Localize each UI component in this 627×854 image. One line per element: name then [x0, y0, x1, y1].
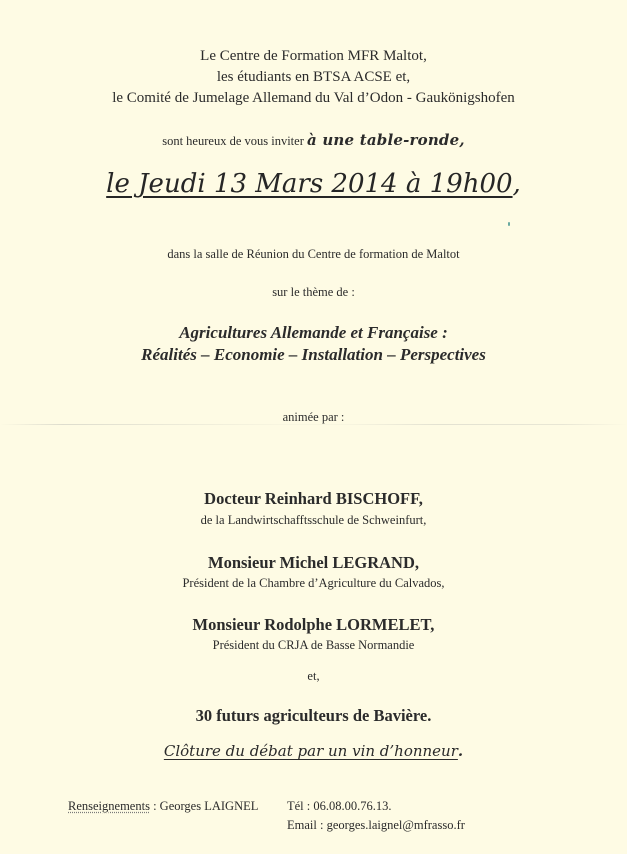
intro-line-2: les étudiants en BTSA ACSE et, [216, 69, 411, 85]
contact-phone: Tél : 06.08.00.76.13. [287, 799, 392, 813]
closing-text: Clôture du débat par un vin d’honneur [163, 742, 458, 760]
invitation-prefix: sont heureux de vous inviter [162, 134, 307, 148]
contact-email-line [287, 818, 465, 833]
invitation-line [0, 131, 627, 149]
contact-label: Renseignements [68, 799, 150, 813]
conjunction: et, [307, 669, 320, 683]
intro-line-3: le Comité de Jumelage Allemand du Val d’Odon - Gaukönigshofen [112, 90, 515, 106]
contact-separator: : [149, 799, 160, 813]
theme-intro: sur le thème de : [272, 285, 355, 299]
speaker-3-role: Président du CRJA de Basse Normandie [212, 638, 415, 652]
speaker-2-role: Président de la Chambre d’Agriculture du Calvados, [182, 576, 445, 590]
farmers-line: 30 futurs agriculteurs de Bavière. [195, 706, 432, 725]
theme-line-1: Agricultures Allemande et Française : [179, 323, 448, 342]
ink-speck [508, 222, 510, 226]
event-date-suffix: , [512, 169, 521, 199]
closing-suffix: . [457, 742, 464, 760]
event-date-text: le Jeudi 13 Mars 2014 à 19h00 [106, 169, 513, 199]
hosted-by-label: animée par : [282, 410, 345, 424]
speaker-1-role: de la Landwirtschafftsschule de Schweinfurt, [200, 513, 427, 527]
event-date [0, 169, 627, 199]
closing-line [0, 742, 627, 760]
contact-name: Georges LAIGNEL [159, 799, 259, 813]
contact-info [68, 799, 258, 814]
speaker-1-name: Docteur Reinhard BISCHOFF, [204, 489, 423, 508]
speaker-3-name: Monsieur Rodolphe LORMELET, [192, 615, 435, 634]
contact-email[interactable]: georges.laignel@mfrasso.fr [326, 818, 465, 832]
intro-line-1: Le Centre de Formation MFR Maltot, [200, 48, 427, 64]
theme-line-2: Réalités – Economie – Installation – Perspectives [141, 345, 486, 364]
invitation-event: à une table-ronde, [306, 131, 465, 149]
contact-email-label: Email : [287, 818, 327, 832]
speaker-2-name: Monsieur Michel LEGRAND, [208, 553, 419, 572]
location-line: dans la salle de Réunion du Centre de formation de Maltot [167, 247, 460, 261]
